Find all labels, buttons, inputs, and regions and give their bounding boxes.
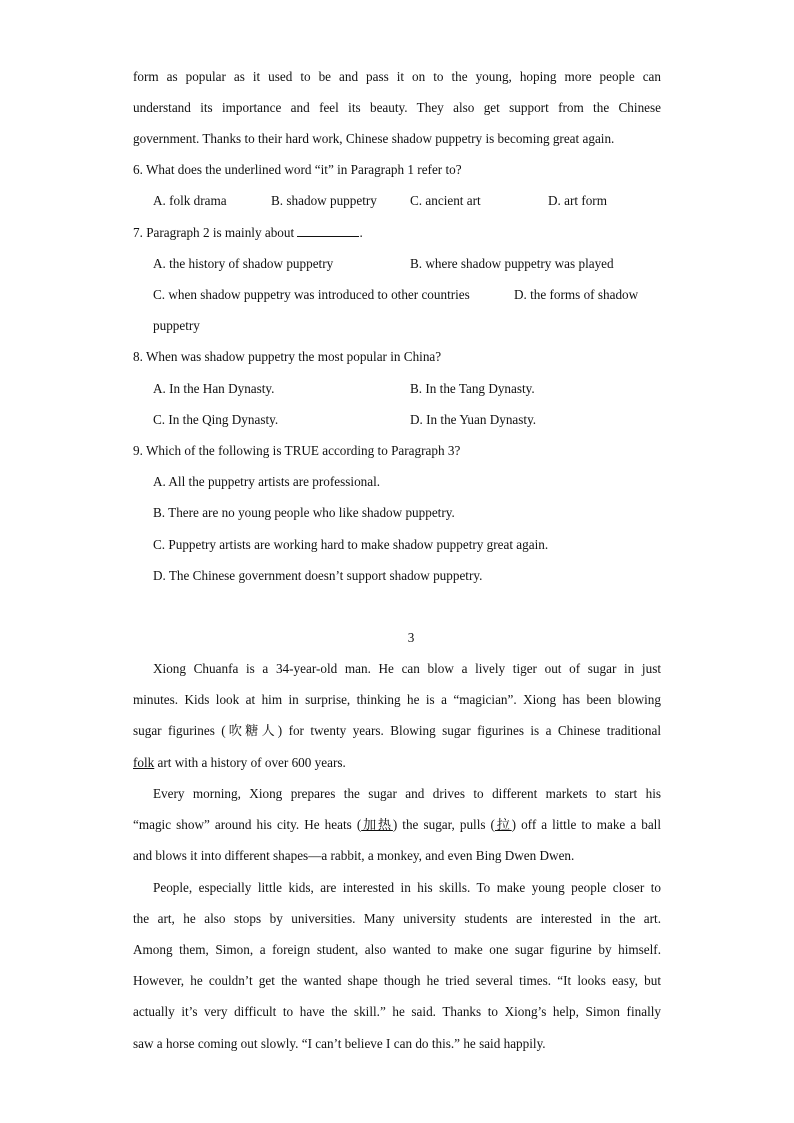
q7-option-c[interactable]: C. when shadow puppetry was introduced to other countries: [153, 287, 470, 302]
passage-line: [133, 817, 661, 833]
question-7-stem: [133, 225, 661, 241]
question-6-stem: 6. What does the underlined word “it” in Paragraph 1 refer to?: [133, 162, 462, 177]
q8-option-c[interactable]: C. In the Qing Dynasty.: [153, 412, 279, 427]
q9-option-a[interactable]: A. All the puppetry artists are professional.: [153, 474, 381, 489]
line-text: ) off a little to make a ball: [511, 817, 661, 832]
underlined-word: folk: [133, 755, 155, 770]
q7-stem-text: 7. Paragraph 2 is mainly about: [133, 225, 298, 240]
passage-line: understand its importance and feel its beauty. They also get support from the Chinese: [133, 100, 661, 115]
passage-line: saw a horse coming out slowly. “I can’t believe I can do this.” he said happily.: [133, 1036, 546, 1051]
q6-option-b[interactable]: B. shadow puppetry: [271, 193, 377, 208]
question-9-stem: 9. Which of the following is TRUE according to Paragraph 3?: [133, 443, 461, 458]
section-number: 3: [407, 630, 415, 645]
passage-line: However, he couldn’t get the wanted shape though he tried several times. “It looks easy, but: [133, 973, 661, 988]
passage-line: [133, 755, 661, 771]
passage-line: the art, he also stops by universities. Many university students are interested in the art.: [133, 911, 661, 926]
passage-line: and blows it into different shapes—a rabbit, a monkey, and even Bing Dwen Dwen.: [133, 848, 575, 863]
chinese-gloss: 拉: [494, 817, 512, 832]
q9-option-c[interactable]: C. Puppetry artists are working hard to make shadow puppetry great again.: [153, 537, 549, 552]
q8-option-d[interactable]: D. In the Yuan Dynasty.: [410, 412, 537, 427]
q7-option-d[interactable]: D. the forms of shadow: [514, 287, 639, 302]
passage-line: government. Thanks to their hard work, Chinese shadow puppetry is becoming great again.: [133, 131, 615, 146]
q6-option-c[interactable]: C. ancient art: [410, 193, 481, 208]
answer-blank: [297, 225, 359, 237]
passage-line: People, especially little kids, are interested in his skills. To make young people closer to: [153, 880, 661, 895]
q9-option-b[interactable]: B. There are no young people who like shadow puppetry.: [153, 505, 455, 520]
q7-option-d-continued: puppetry: [153, 318, 200, 333]
line-text: “magic show” around his city. He heats (: [133, 817, 362, 832]
passage-line: sugar figurines (吹糖人) for twenty years. Blowing sugar figurines is a Chinese traditional: [133, 723, 661, 738]
q7-stem-end: .: [359, 225, 363, 240]
passage-line: minutes. Kids look at him in surprise, thinking he is a “magician”. Xiong has been blowing: [133, 692, 661, 707]
q7-option-b[interactable]: B. where shadow puppetry was played: [410, 256, 614, 271]
line-text: art with a history of over 600 years.: [154, 755, 346, 770]
q8-option-a[interactable]: A. In the Han Dynasty.: [153, 381, 275, 396]
q8-option-b[interactable]: B. In the Tang Dynasty.: [410, 381, 535, 396]
q6-option-a[interactable]: A. folk drama: [153, 193, 227, 208]
passage-line: Xiong Chuanfa is a 34-year-old man. He can blow a lively tiger out of sugar in just: [153, 661, 661, 676]
line-text: ) the sugar, pulls (: [392, 817, 495, 832]
question-8-stem: 8. When was shadow puppetry the most popular in China?: [133, 349, 442, 364]
q6-option-d[interactable]: D. art form: [548, 193, 607, 208]
passage-line: form as popular as it used to be and pass it on to the young, hoping more people can: [133, 69, 661, 84]
passage-line: actually it’s very difficult to have the skill.” he said. Thanks to Xiong’s help, Simon finally: [133, 1004, 661, 1019]
passage-line: Among them, Simon, a foreign student, also wanted to make one sugar figurine by himself.: [133, 942, 661, 957]
q7-option-a[interactable]: A. the history of shadow puppetry: [153, 256, 334, 271]
passage-line: Every morning, Xiong prepares the sugar and drives to different markets to start his: [153, 786, 661, 801]
chinese-gloss: 加热: [361, 817, 393, 832]
q9-option-d[interactable]: D. The Chinese government doesn’t support shadow puppetry.: [153, 568, 483, 583]
